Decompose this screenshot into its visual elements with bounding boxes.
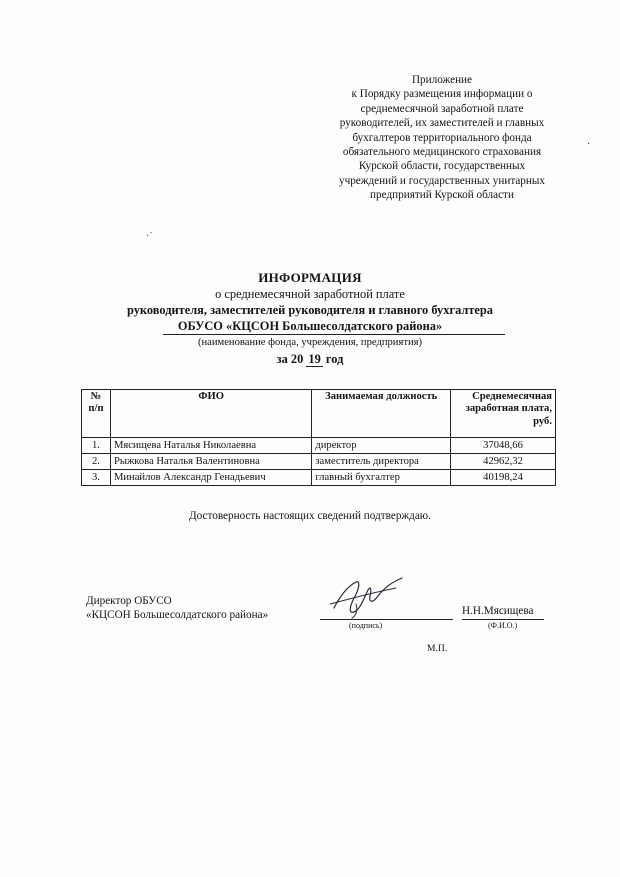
signer-title-line: Директор ОБУСО xyxy=(86,595,172,607)
scan-speck: · xyxy=(587,139,591,150)
appendix-line: бухгалтеров территориального фонда xyxy=(352,131,532,144)
appendix-line: к Порядку размещения информации о xyxy=(351,88,533,101)
cell-number: 1. xyxy=(82,438,111,454)
column-header-number: № п/п xyxy=(82,390,111,438)
appendix-line: учреждений и государственных унитарных xyxy=(338,174,546,187)
year-prefix: за 20 xyxy=(276,352,304,366)
table-row xyxy=(82,438,556,454)
cell-salary: 42962,32 xyxy=(451,454,556,470)
column-header-name: ФИО xyxy=(110,390,311,438)
cell-position: заместитель директора xyxy=(312,454,451,470)
stamp-place: М.П. xyxy=(427,643,448,654)
cell-position: главный бухгалтер xyxy=(312,470,451,486)
organization-name: ОБУСО «КЦСОН Большесолдатского района» xyxy=(177,319,443,333)
name-line xyxy=(462,619,544,620)
appendix-line: Курской области, государственных xyxy=(358,160,526,173)
cell-name: Рыжкова Наталья Валентиновна xyxy=(110,454,311,470)
table-row xyxy=(82,454,556,470)
signature-caption: (подпись) xyxy=(349,621,383,630)
cell-name: Мясищева Наталья Николаевна xyxy=(110,438,311,454)
document-subtitle: о среднемесячной заработной плате xyxy=(215,287,405,301)
column-header-position: Занимаемая должность xyxy=(312,390,451,438)
report-year xyxy=(0,352,620,367)
year-suffix: год xyxy=(325,352,344,366)
year-value: 19 xyxy=(308,352,321,366)
column-header-salary: Среднемесячная заработная плата, руб. xyxy=(451,390,556,438)
appendix-line: обязательного медицинского страхования xyxy=(342,146,542,159)
document-title: ИНФОРМАЦИЯ xyxy=(258,270,362,285)
appendix-line: руководителей, их заместителей и главных xyxy=(339,117,545,130)
cell-position: директор xyxy=(312,438,451,454)
table-row xyxy=(82,470,556,486)
name-caption: (Ф.И.О.) xyxy=(488,621,518,630)
handwritten-signature xyxy=(326,574,416,620)
appendix-line: Приложение xyxy=(411,74,473,86)
scan-speck: ·˙ xyxy=(146,231,153,242)
signer-name: Н.Н.Мясищева xyxy=(462,605,534,617)
cell-salary: 37048,66 xyxy=(451,438,556,454)
cell-salary: 40198,24 xyxy=(451,470,556,486)
salary-table xyxy=(81,389,556,486)
cell-number: 2. xyxy=(82,454,111,470)
appendix-line: среднемесячной заработной плате xyxy=(360,102,524,115)
signer-title xyxy=(86,594,268,622)
document-subtitle: руководителя, заместителей руководителя и главного бухгалтера xyxy=(127,303,493,317)
organization-underline xyxy=(163,334,505,335)
table-header-row xyxy=(82,390,556,438)
signer-title-line: «КЦСОН Большесолдатского района» xyxy=(86,609,269,621)
cell-number: 3. xyxy=(82,470,111,486)
appendix-block xyxy=(300,73,584,203)
cell-name: Минайлов Александр Генадьевич xyxy=(110,470,311,486)
organization-hint: (наименование фонда, учреждения, предприятия) xyxy=(197,337,423,348)
confirmation-text: Достоверность настоящих сведений подтверждаю. xyxy=(189,510,431,522)
signature-line xyxy=(320,619,453,620)
appendix-line: предприятий Курской области xyxy=(370,189,514,202)
